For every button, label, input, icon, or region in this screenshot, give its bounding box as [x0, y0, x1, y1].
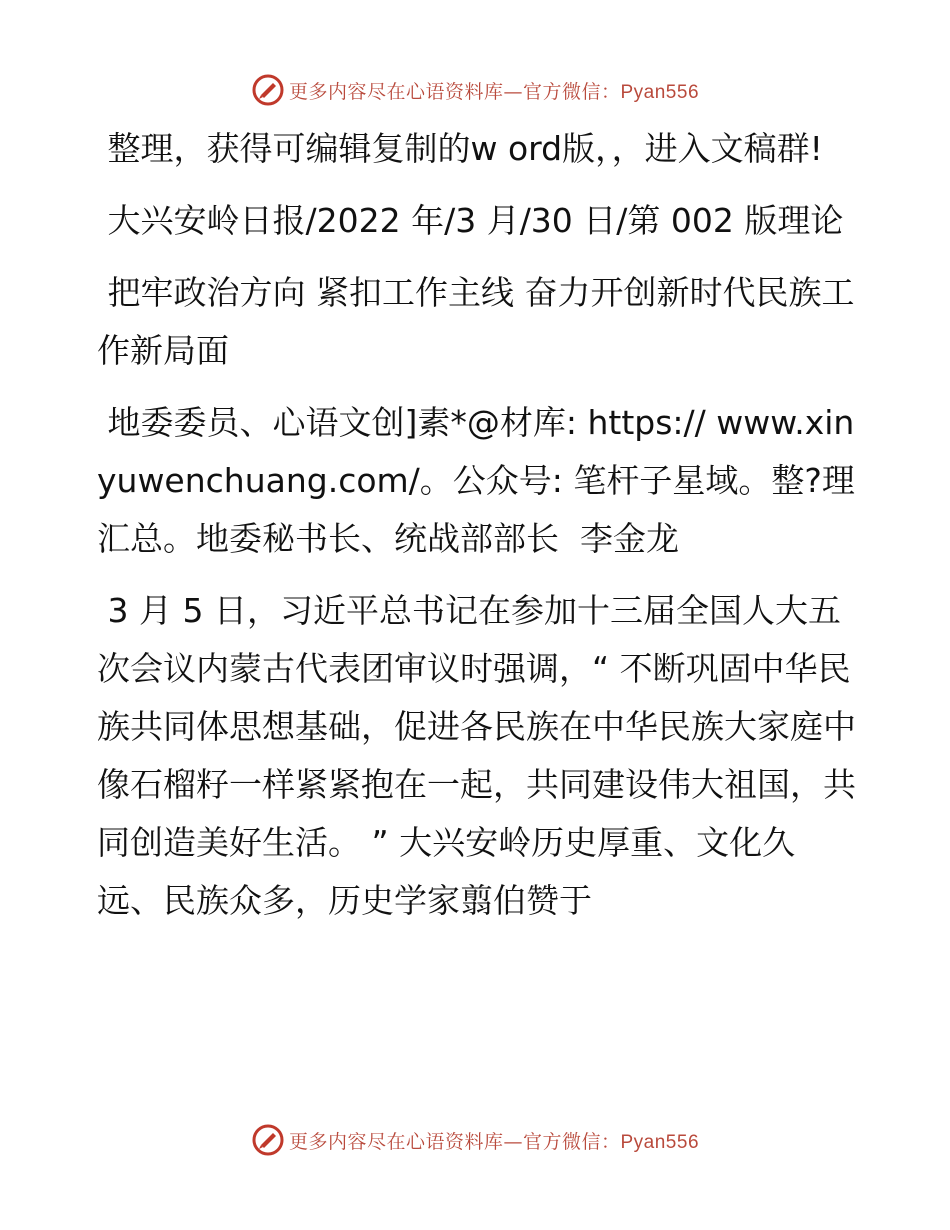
paragraph-author: 地委委员、心语文创]素*@材库: https:// www.xinyuwenchuang.com/。公众号: 笔杆子星域。整?理汇总。地委秘书长、统战部部长 李金龙 [97, 403, 855, 558]
banner-wechat-id: Pyan556 [620, 81, 700, 103]
footer-banner [0, 1120, 950, 1160]
paragraph-body: 3 月 5 日，习近平总书记在参加十三届全国人大五次会议内蒙古代表团审议时强调，“ 不断巩固中华民族共同体思想基础，促进各民族在中华民族大家庭中像石榴籽一样紧紧抱在一起，共同建设伟大祖国，共同创造美好生活。 ” 大兴安岭历史厚重、文化久远、民族众多，历史学家翦伯赞于 [97, 591, 856, 920]
paragraph-intro: 整理，获得可编辑复制的w ord版，，进入文稿群! [97, 129, 823, 168]
header-banner [0, 70, 950, 110]
brand-logo-icon [251, 1123, 285, 1157]
paragraph-title: 把牢政治方向 紧扣工作主线 奋力开创新时代民族工作新局面 [97, 273, 855, 370]
paragraph-source: 大兴安岭日报/2022 年/3 月/30 日/第 002 版理论 [97, 201, 844, 240]
brand-logo-icon [251, 73, 285, 107]
banner-wechat-id: Pyan556 [620, 1131, 700, 1153]
banner-text: 更多内容尽在心语资料库—官方微信：Pyan556 [288, 1130, 700, 1153]
banner-text: 更多内容尽在心语资料库—官方微信：Pyan556 [288, 80, 700, 103]
document-body [97, 120, 857, 944]
